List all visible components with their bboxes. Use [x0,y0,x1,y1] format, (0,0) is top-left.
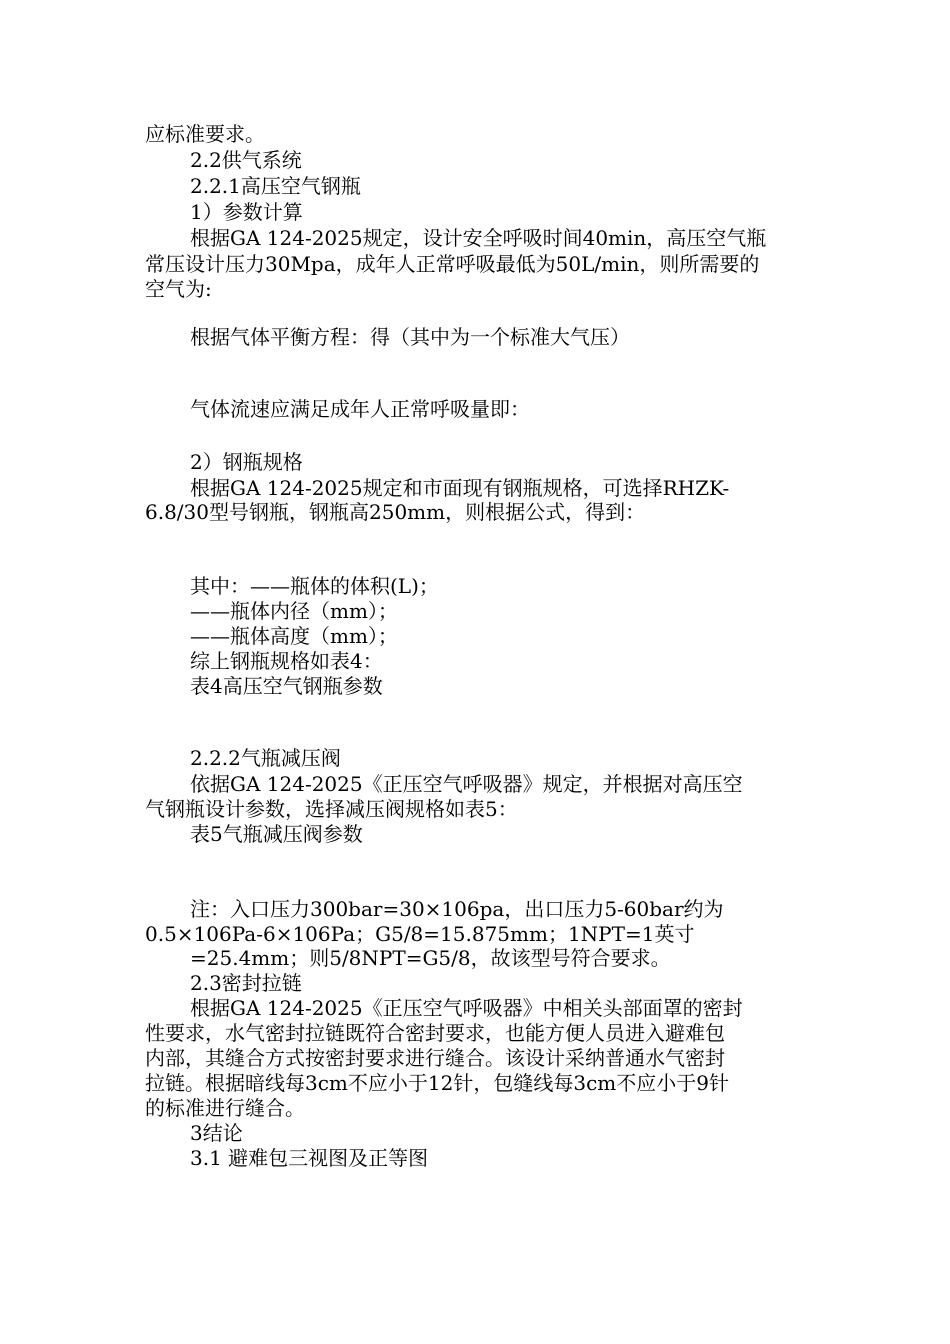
paragraph-line: ——瓶体高度（mm）； [190,624,398,648]
paragraph-line: 依据GA 124-2025《正压空气呼吸器》规定，并根据对高压空 [190,772,743,796]
paragraph-line: 综上钢瓶规格如表4： [190,649,383,673]
section-heading: 2.2供气系统 [190,148,302,172]
subsection-heading: 2.2.2气瓶减压阀 [190,746,341,770]
subsection-heading: 3.1 避难包三视图及正等图 [190,1146,429,1170]
paragraph-line: ——瓶体内径（mm）； [190,599,398,623]
paragraph-line: 常压设计压力30Mpa，成年人正常呼吸最低为50L/min，则所需要的 [145,252,760,276]
paragraph-line: 空气为: [145,277,212,301]
subsection-heading: 2.2.1高压空气钢瓶 [190,174,361,198]
table-caption: 表5气瓶减压阀参数 [190,822,363,846]
table-caption: 表4高压空气钢瓶参数 [190,674,383,698]
text-line: 应标准要求。 [145,122,265,146]
note-line: =25.4mm；则5/8NPT=G5/8，故该型号符合要求。 [190,946,671,970]
paragraph-line: 气钢瓶设计参数，选择减压阀规格如表5： [145,797,518,821]
paragraph-line: 气体流速应满足成年人正常呼吸量即： [190,397,530,421]
note-line: 注：入口压力300bar=30×106pa，出口压力5-60bar约为 [190,897,724,921]
section-heading: 3结论 [190,1121,243,1145]
section-heading: 2.3密封拉链 [190,971,302,995]
paragraph-line: 拉链。根据暗线每3cm不应小于12针，包缝线每3cm不应小于9针 [145,1071,729,1095]
paragraph-line: 根据GA 124-2025规定和市面现有钢瓶规格，可选择RHZK- [190,476,730,500]
note-line: 0.5×106Pa-6×106Pa；G5/8=15.875mm；1NPT=1英寸 [145,922,695,946]
paragraph-line: 根据气体平衡方程：得（其中为一个标准大气压） [190,325,630,349]
item-heading: 1）参数计算 [190,200,303,224]
paragraph-line: 其中：——瓶体的体积(L)； [190,574,439,598]
paragraph-line: 性要求，水气密封拉链既符合密封要求，也能方便人员进入避难包 [145,1021,725,1045]
paragraph-line: 根据GA 124-2025规定，设计安全呼吸时间40min，高压空气瓶 [190,226,767,250]
paragraph-line: 内部，其缝合方式按密封要求进行缝合。该设计采纳普通水气密封 [145,1046,725,1070]
paragraph-line: 根据GA 124-2025《正压空气呼吸器》中相关头部面罩的密封 [190,996,743,1020]
paragraph-line: 6.8/30型号钢瓶，钢瓶高250mm，则根据公式，得到： [145,500,646,524]
item-heading: 2）钢瓶规格 [190,450,303,474]
paragraph-line: 的标准进行缝合。 [145,1096,305,1120]
